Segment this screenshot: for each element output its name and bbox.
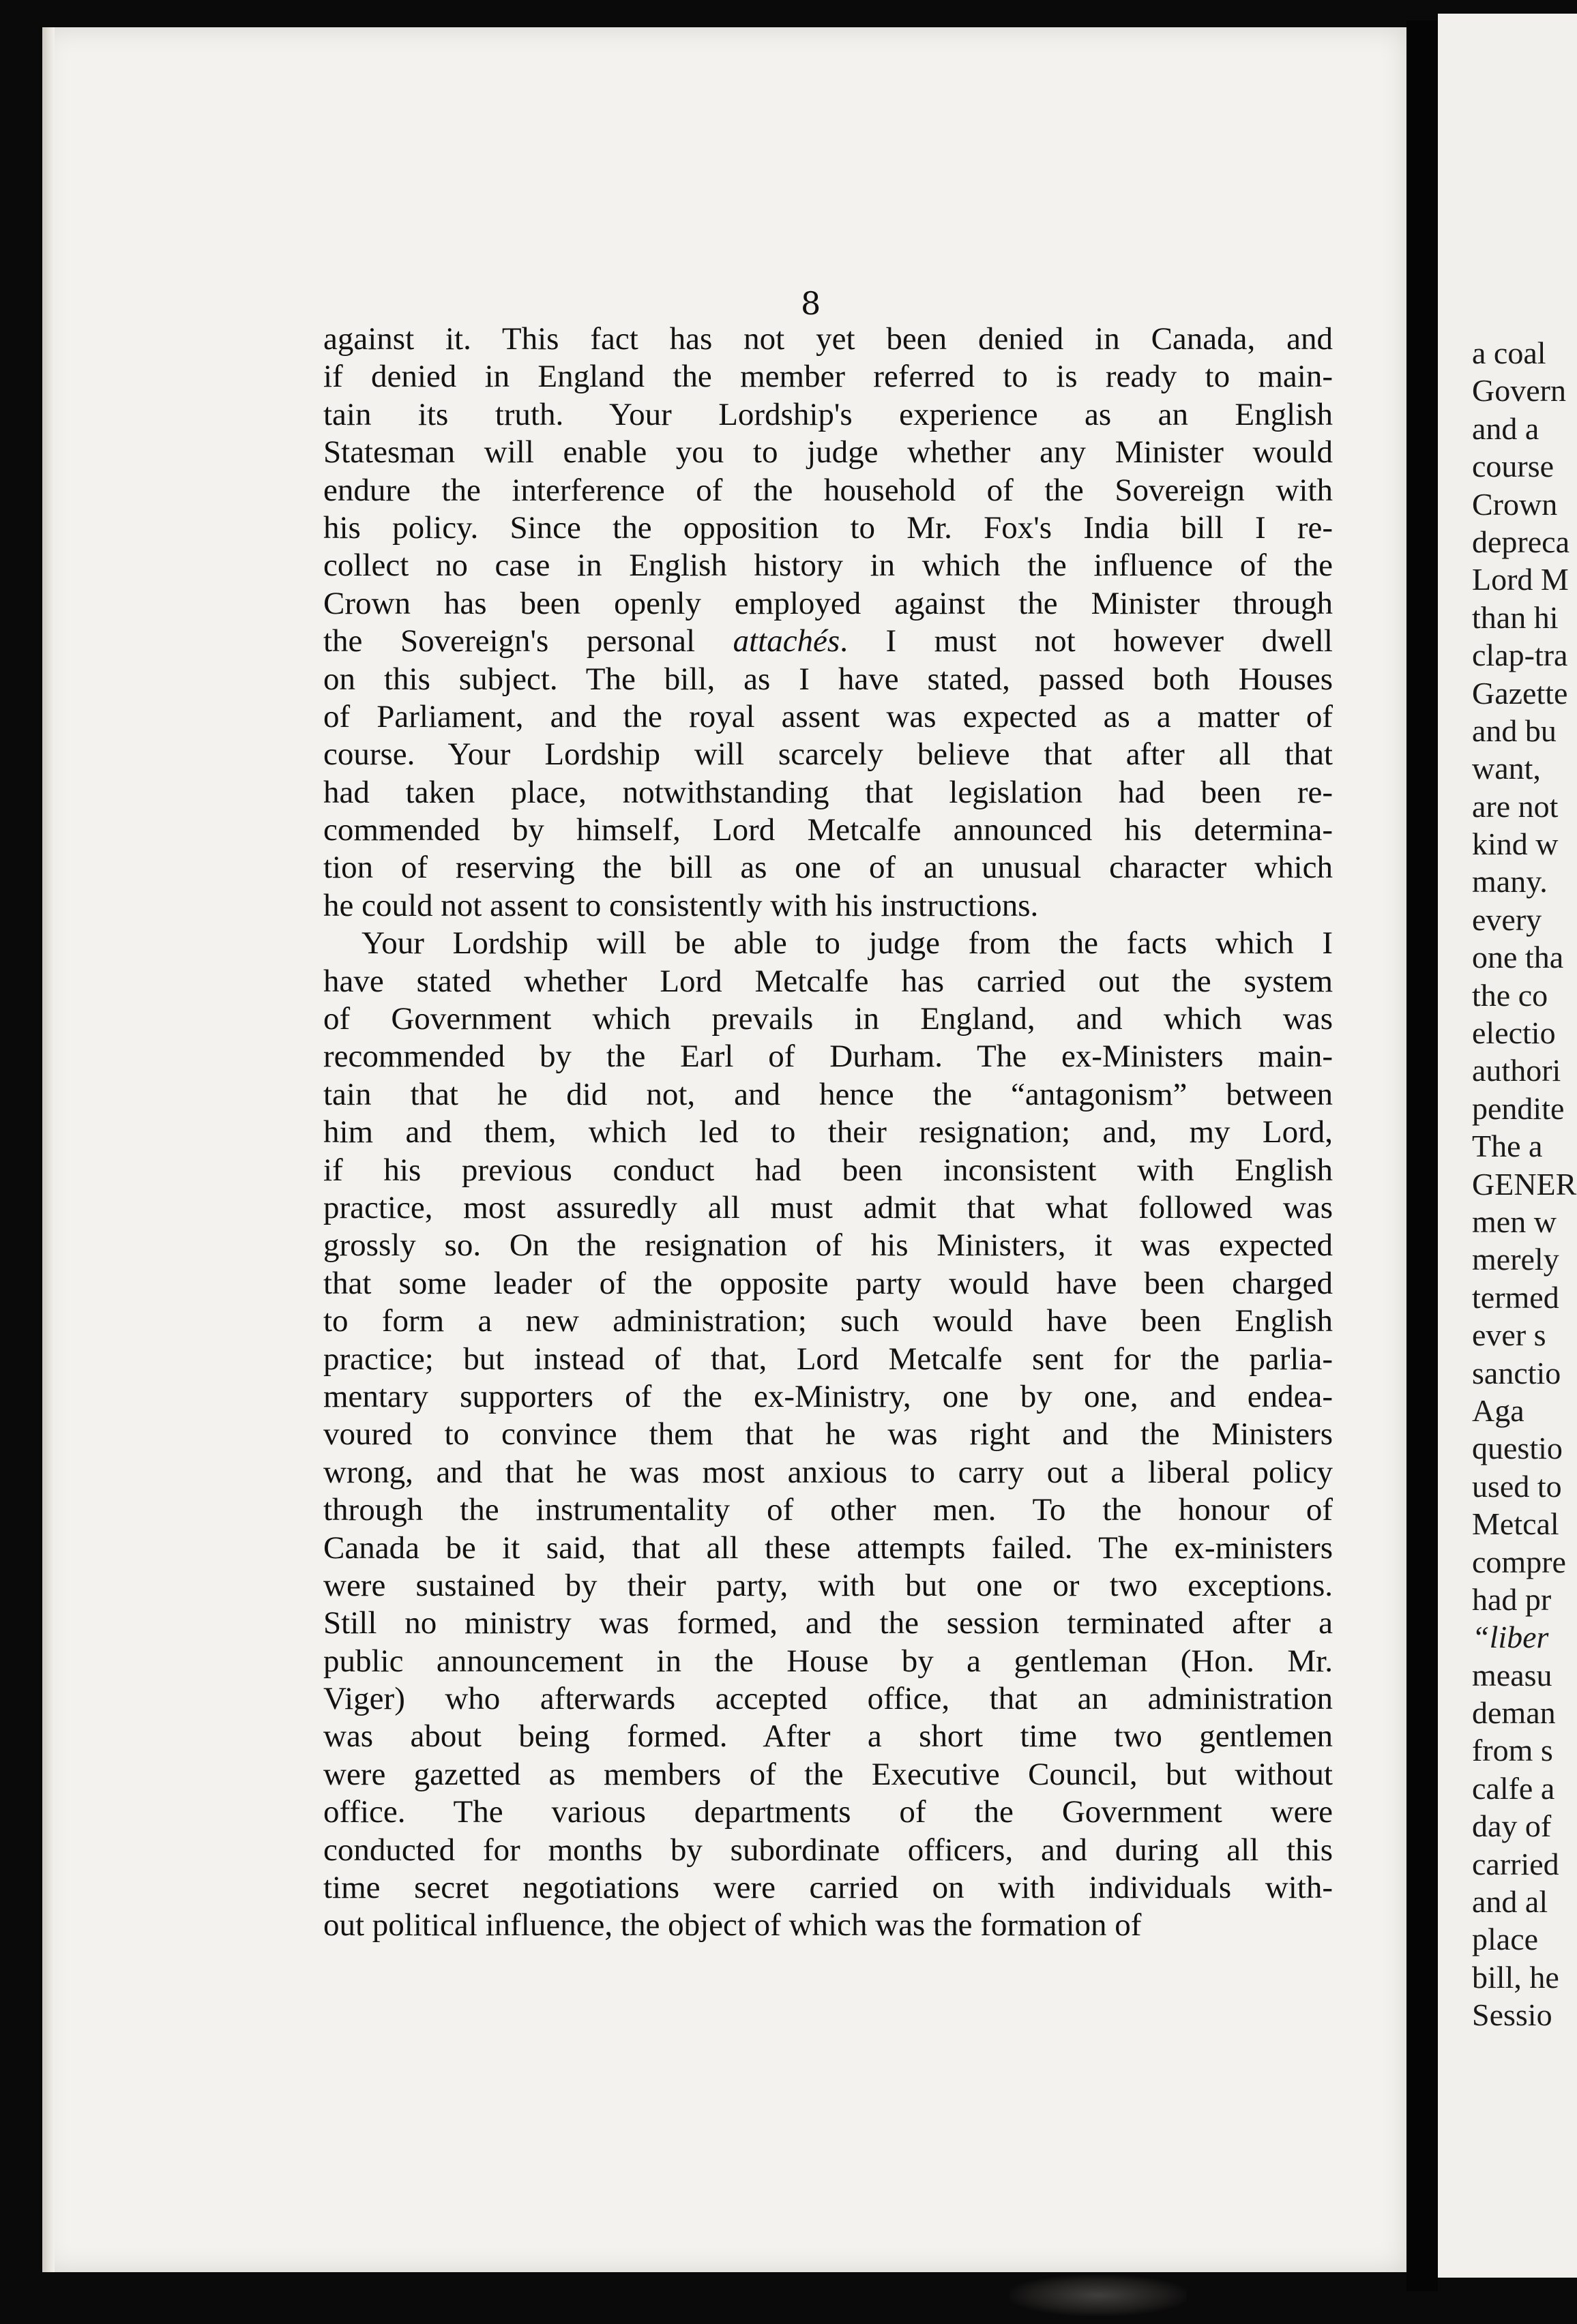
text-line: Viger) who afterwards accepted office, that an administration	[323, 1681, 1333, 1717]
facing-text-line: merely	[1472, 1242, 1559, 1277]
facing-text-line: authori	[1472, 1053, 1561, 1088]
text-line: mentary supporters of the ex-Ministry, one by one, and endea-	[323, 1378, 1333, 1414]
facing-text-line: a coal	[1472, 336, 1546, 370]
text-line: against it. This fact has not yet been denied in Canada, and	[323, 321, 1333, 357]
book-gutter	[1406, 20, 1438, 2291]
facing-text-line: and a	[1472, 411, 1539, 446]
text-line: Crown has been openly employed against the Minister through	[323, 585, 1333, 621]
text-line: the Sovereign's personal attachés. I must not however dwell	[323, 623, 1333, 659]
facing-text-line: deman	[1472, 1695, 1556, 1731]
facing-page-text	[1472, 334, 1576, 2034]
facing-text-line: questio	[1472, 1431, 1563, 1466]
facing-text-line: place	[1472, 1922, 1539, 1957]
body-text	[323, 321, 1333, 1945]
text-line: conducted for months by subordinate officers, and during all this	[323, 1832, 1333, 1868]
facing-text-line: The a	[1472, 1129, 1543, 1164]
text-line: tion of reserving the bill as one of an unusual character which	[323, 850, 1333, 886]
text-line: on this subject. The bill, as I have stated, passed both Houses	[323, 661, 1333, 697]
text-line: Canada be it said, that all these attempts failed. The ex-ministers	[323, 1530, 1333, 1566]
text-line: was about being formed. After a short time two gentlemen	[323, 1718, 1333, 1755]
text-line: Statesman will enable you to judge whether any Minister would	[323, 434, 1333, 471]
facing-text-line: depreca	[1472, 524, 1569, 559]
text-line: Still no ministry was formed, and the session terminated after a	[323, 1605, 1333, 1641]
facing-text-line: electio	[1472, 1015, 1556, 1051]
facing-text-line: from s	[1472, 1733, 1553, 1768]
text-line: of Parliament, and the royal assent was expected as a matter of	[323, 698, 1333, 734]
facing-text-line: are not	[1472, 788, 1559, 824]
text-line: office. The various departments of the Government were	[323, 1794, 1333, 1830]
facing-text-line: one tha	[1472, 940, 1564, 975]
text-line: to form a new administration; such would have been English	[323, 1303, 1333, 1339]
text-line: collect no case in English history in which the influence of the	[323, 548, 1333, 584]
facing-text-line: and bu	[1472, 713, 1557, 748]
facing-text-line: men w	[1472, 1204, 1557, 1239]
facing-text-line: Govern	[1472, 373, 1566, 408]
facing-text-line: ever s	[1472, 1317, 1546, 1353]
facing-text-line: “liber	[1472, 1620, 1549, 1655]
text-line: course. Your Lordship will scarcely believe that after all that	[323, 736, 1333, 773]
text-line: public announcement in the House by a gentleman (Hon. Mr.	[323, 1643, 1333, 1679]
facing-text-line: Gazette	[1472, 675, 1568, 711]
facing-text-line: the co	[1472, 977, 1548, 1013]
text-line: tain that he did not, and hence the “antagonism” between	[323, 1076, 1333, 1112]
facing-text-line: Aga	[1472, 1392, 1524, 1428]
text-line: had taken place, notwithstanding that legislation had been re-	[323, 774, 1333, 810]
facing-text-line: Crown	[1472, 486, 1558, 522]
text-line: Your Lordship will be able to judge from the facts which I	[362, 925, 1333, 962]
text-line: recommended by the Earl of Durham. The ex-Ministers main-	[323, 1039, 1333, 1075]
right-page-edge	[1438, 14, 1577, 2278]
facing-text-line: clap-tra	[1472, 638, 1568, 673]
page-number: 8	[801, 285, 821, 322]
text-line: endure the interference of the household of the Sovereign with	[323, 472, 1333, 508]
text-line: of Government which prevails in England, and which was	[323, 1001, 1333, 1037]
facing-text-line: measu	[1472, 1657, 1552, 1693]
facing-text-line: Metcal	[1472, 1506, 1559, 1542]
text-line: tain its truth. Your Lordship's experience as an English	[323, 396, 1333, 432]
facing-text-line: compre	[1472, 1544, 1566, 1579]
text-line: he could not assent to consistently with his instructions.	[323, 887, 1039, 923]
text-line: were gazetted as members of the Executive Council, but without	[323, 1756, 1333, 1792]
facing-text-line: kind w	[1472, 826, 1559, 862]
facing-text-line: carried	[1472, 1846, 1559, 1881]
text-line: commended by himself, Lord Metcalfe announced his determina-	[323, 812, 1333, 848]
facing-text-line: pendite	[1472, 1090, 1565, 1126]
facing-text-line: Lord M	[1472, 562, 1569, 597]
text-line: practice, most assuredly all must admit that what followed was	[323, 1189, 1333, 1225]
facing-text-line: Sessio	[1472, 1997, 1552, 2033]
text-line: his policy. Since the opposition to Mr. Fox's India bill I re-	[323, 509, 1333, 546]
facing-text-line: termed	[1472, 1279, 1559, 1315]
text-line: if denied in England the member referred to is ready to main-	[323, 359, 1333, 395]
text-line: voured to convince them that he was right and the Ministers	[323, 1416, 1333, 1452]
text-line: wrong, and that he was most anxious to carry out a liberal policy	[323, 1454, 1333, 1490]
facing-text-line: and al	[1472, 1884, 1548, 1920]
facing-text-line: calfe a	[1472, 1770, 1555, 1806]
text-line: that some leader of the opposite party would have been charged	[323, 1265, 1333, 1301]
facing-text-line: many.	[1472, 864, 1548, 899]
text-line: time secret negotiations were carried on with individuals with-	[323, 1870, 1333, 1906]
facing-text-line: bill, he	[1472, 1959, 1559, 1995]
text-line: out political influence, the object of which was the formation of	[323, 1907, 1142, 1943]
facing-text-line: want,	[1472, 751, 1541, 786]
text-line: were sustained by their party, with but one or two exceptions.	[323, 1567, 1333, 1603]
text-line: through the instrumentality of other men. To the honour of	[323, 1492, 1333, 1528]
text-line: practice; but instead of that, Lord Metcalfe sent for the parlia-	[323, 1341, 1333, 1377]
text-line: if his previous conduct had been inconsistent with English	[323, 1152, 1333, 1188]
facing-text-line: course	[1472, 449, 1554, 484]
text-line: have stated whether Lord Metcalfe has carried out the system	[323, 963, 1333, 999]
scan-smudge	[1009, 2275, 1187, 2316]
facing-text-line: used to	[1472, 1468, 1562, 1504]
facing-text-line: every	[1472, 902, 1542, 937]
facing-text-line: day of	[1472, 1808, 1552, 1844]
facing-text-line: had pr	[1472, 1581, 1552, 1617]
text-line: grossly so. On the resignation of his Ministers, it was expected	[323, 1227, 1333, 1264]
facing-text-line: GENER	[1472, 1166, 1577, 1202]
facing-text-line: than hi	[1472, 599, 1559, 635]
facing-text-line: sanctio	[1472, 1355, 1561, 1390]
text-line: him and them, which led to their resignation; and, my Lord,	[323, 1114, 1333, 1150]
